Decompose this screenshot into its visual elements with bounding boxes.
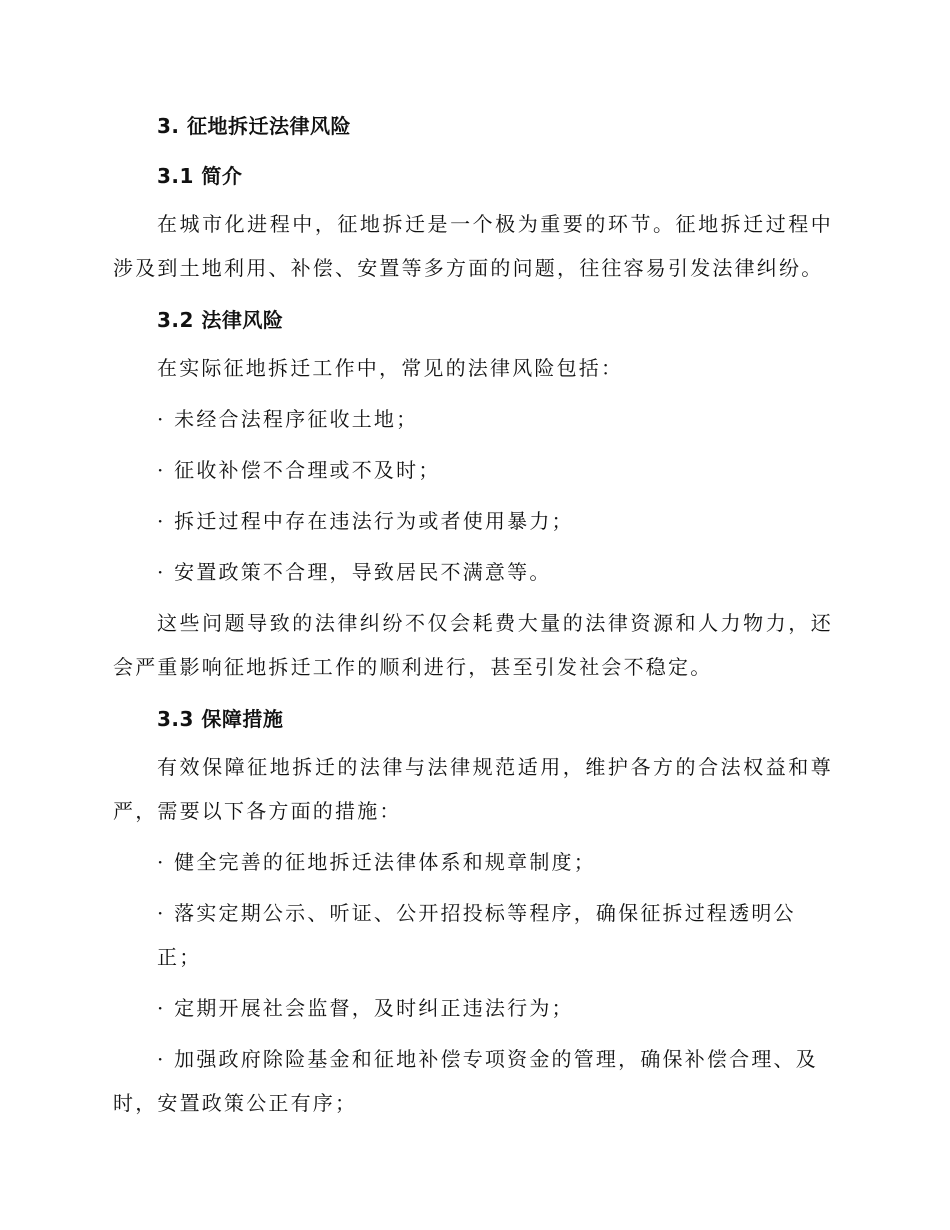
section-3-2-heading: 3.2 法律风险	[157, 308, 284, 332]
section-3-1-heading: 3.1 简介	[157, 164, 243, 188]
section-3-2-intro: 在实际征地拆迁工作中，常见的法律风险包括：	[157, 356, 624, 380]
section-3-3-heading: 3.3 保障措施	[157, 707, 284, 731]
section-3-1-paragraph: 在城市化进程中，征地拆迁是一个极为重要的环节。征地拆迁过程中涉及到土地利用、补偿、安置等多方面的问题，往往容易引发法律纠纷。	[113, 212, 833, 280]
document-body	[113, 108, 833, 1125]
risk-list-item: · 征收补偿不合理或不及时；	[157, 458, 441, 482]
risk-list-item: · 安置政策不合理，导致居民不满意等。	[157, 560, 552, 584]
measure-list-item: · 定期开展社会监督，及时纠正违法行为；	[157, 996, 574, 1020]
measure-list-item: · 落实定期公示、听证、公开招投标等程序，确保征拆过程透明公正；	[157, 901, 796, 969]
section-3-3-intro: 有效保障征地拆迁的法律与法律规范适用，维护各方的合法权益和尊严，需要以下各方面的措施：	[113, 755, 833, 823]
risk-list-item: · 拆迁过程中存在违法行为或者使用暴力；	[157, 509, 574, 533]
section-3-2-conclusion: 这些问题导致的法律纠纷不仅会耗费大量的法律资源和人力物力，还会严重影响征地拆迁工作的顺利进行，甚至引发社会不稳定。	[113, 611, 833, 679]
measure-list-item: · 加强政府除险基金和征地补偿专项资金的管理，确保补偿合理、及时，安置政策公正有序；	[113, 1047, 818, 1115]
measure-list-item: · 健全完善的征地拆迁法律体系和规章制度；	[157, 850, 596, 874]
risk-list-item: · 未经合法程序征收土地；	[157, 407, 419, 431]
section-3-heading: 3. 征地拆迁法律风险	[157, 114, 351, 138]
